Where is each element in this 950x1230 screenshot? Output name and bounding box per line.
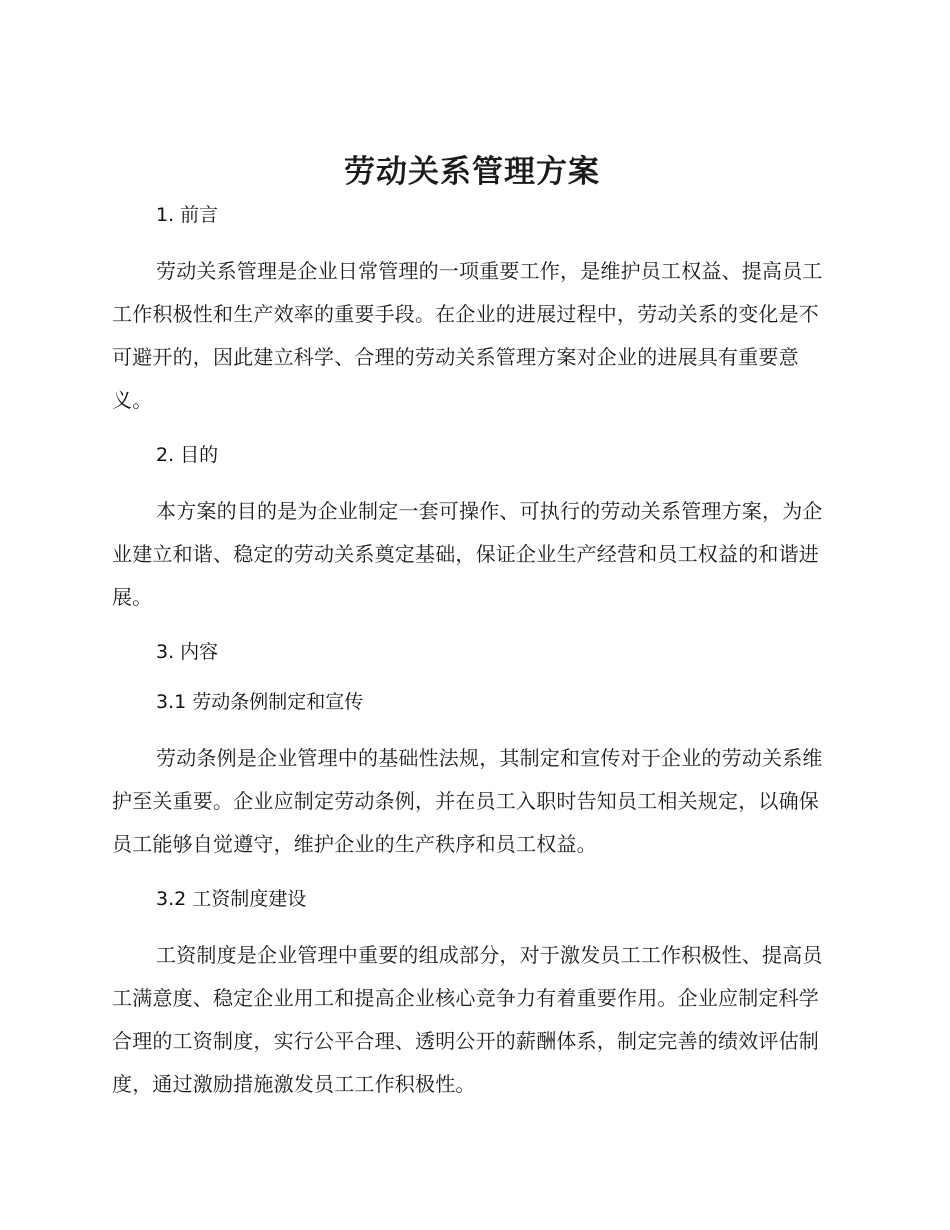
section-heading: 1. 前言 (156, 204, 219, 226)
section-paragraph: 工资制度是企业管理中重要的组成部分，对于激发员工工作积极性、提高员工满意度、稳定企业用工和提高企业核心竞争力有着重要作用。企业应制定科学合理的工资制度，实行公平合理、透明公开的薪酬体系，制定完善的绩效评估制度，通过激励措施激发员工工作积极性。 (112, 943, 823, 1096)
section-heading: 3. 内容 (156, 641, 219, 663)
section-content (112, 637, 832, 687)
section-labor-regulations (112, 687, 832, 884)
document-title: 劳动关系管理方案 (344, 154, 600, 190)
section-paragraph: 本方案的目的是为企业制定一套可操作、可执行的劳动关系管理方案，为企业建立和谐、稳定的劳动关系奠定基础，保证企业生产经营和员工权益的和谐进展。 (112, 499, 823, 609)
section-heading: 2. 目的 (156, 444, 219, 466)
document-body (112, 150, 832, 1106)
section-preface (112, 200, 832, 440)
subsection-heading: 3.1 劳动条例制定和宣传 (156, 691, 364, 713)
section-wage-system (112, 884, 832, 1106)
section-paragraph: 劳动条例是企业管理中的基础性法规，其制定和宣传对于企业的劳动关系维护至关重要。企业应制定劳动条例，并在员工入职时告知员工相关规定，以确保员工能够自觉遵守，维护企业的生产秩序和员工权益。 (112, 746, 823, 856)
subsection-heading: 3.2 工资制度建设 (156, 888, 307, 910)
section-paragraph: 劳动关系管理是企业日常管理的一项重要工作，是维护员工权益、提高员工工作积极性和生产效率的重要手段。在企业的进展过程中，劳动关系的变化是不可避开的，因此建立科学、合理的劳动关系管理方案对企业的进展具有重要意义。 (112, 259, 823, 412)
section-purpose (112, 440, 832, 637)
